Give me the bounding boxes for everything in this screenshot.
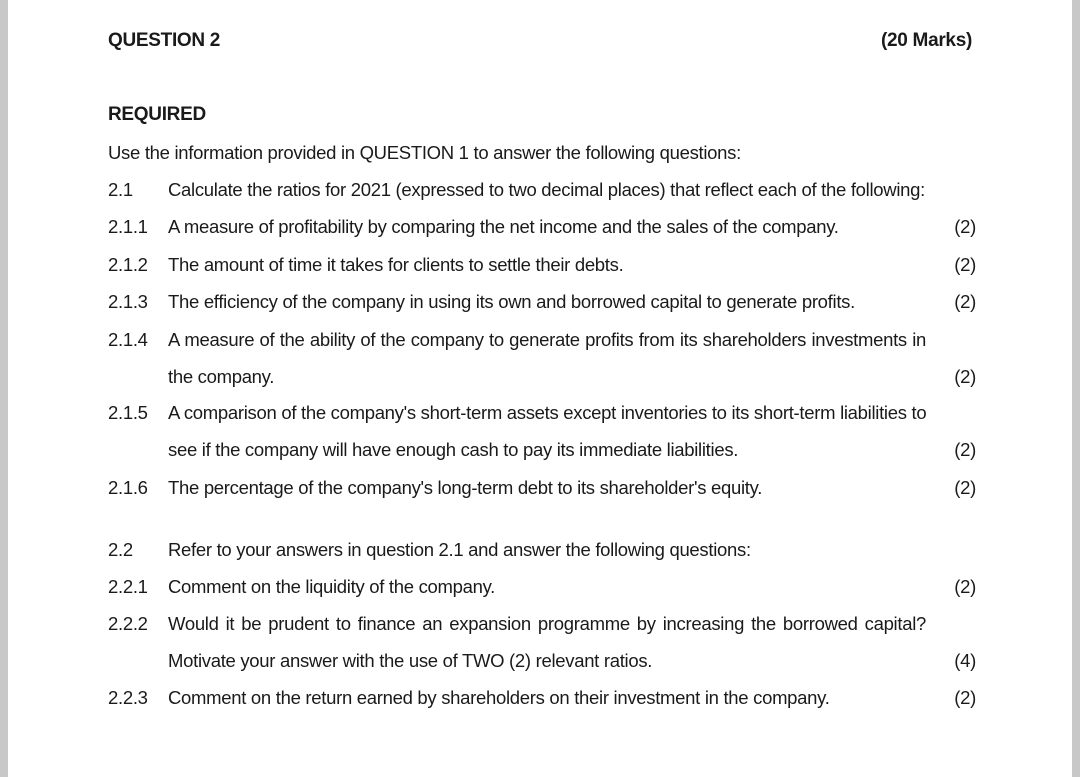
question-number: 2.1.3 xyxy=(108,291,148,312)
question-mark: (2) xyxy=(954,254,976,275)
question-title: QUESTION 2 xyxy=(108,30,221,51)
question-row xyxy=(108,252,988,278)
question-number: 2.1.6 xyxy=(108,477,148,498)
question-text: Would it be prudent to finance an expansion programme by increasing the borrowed capital? xyxy=(168,613,926,634)
question-row-continuation xyxy=(108,648,988,674)
question-text: see if the company will have enough cash to pay its immediate liabilities. xyxy=(168,439,739,460)
question-mark: (4) xyxy=(954,650,976,671)
question-text: A measure of the ability of the company to generate profits from its shareholders investments in xyxy=(168,329,926,350)
question-text: The percentage of the company's long-term debt to its shareholder's equity. xyxy=(168,477,763,498)
question-text: A measure of profitability by comparing the net income and the sales of the company. xyxy=(168,216,839,237)
question-number: 2.1.1 xyxy=(108,216,148,237)
question-row xyxy=(108,685,988,711)
intro-text: Use the information provided in QUESTION 1 to answer the following questions: xyxy=(108,142,741,163)
document-page xyxy=(8,0,1072,777)
question-total-marks: (20 Marks) xyxy=(881,30,972,51)
question-text: Motivate your answer with the use of TWO (2) relevant ratios. xyxy=(168,650,653,671)
question-mark: (2) xyxy=(954,439,976,460)
question-mark: (2) xyxy=(954,366,976,387)
question-number: 2.1.4 xyxy=(108,329,148,350)
question-row xyxy=(108,214,988,240)
question-number: 2.1 xyxy=(108,179,133,200)
question-number: 2.2.2 xyxy=(108,613,148,634)
question-mark: (2) xyxy=(954,687,976,708)
question-row xyxy=(108,537,988,563)
question-row xyxy=(108,289,988,315)
question-number: 2.2.1 xyxy=(108,576,148,597)
question-mark: (2) xyxy=(954,576,976,597)
question-number: 2.1.2 xyxy=(108,254,148,275)
question-text: the company. xyxy=(168,366,275,387)
question-mark: (2) xyxy=(954,291,976,312)
question-text: The amount of time it takes for clients to settle their debts. xyxy=(168,254,624,275)
question-row-continuation xyxy=(108,437,988,463)
question-row xyxy=(108,574,988,600)
question-row xyxy=(108,400,988,426)
question-mark: (2) xyxy=(954,216,976,237)
question-text: Calculate the ratios for 2021 (expressed to two decimal places) that reflect each of the following: xyxy=(168,179,925,200)
question-text: The efficiency of the company in using its own and borrowed capital to generate profits. xyxy=(168,291,855,312)
question-text: Comment on the liquidity of the company. xyxy=(168,576,495,597)
question-mark: (2) xyxy=(954,477,976,498)
question-row xyxy=(108,327,988,353)
question-row xyxy=(108,177,988,203)
question-text: Refer to your answers in question 2.1 and answer the following questions: xyxy=(168,539,751,560)
question-text: Comment on the return earned by shareholders on their investment in the company. xyxy=(168,687,830,708)
question-number: 2.2 xyxy=(108,539,133,560)
question-row-continuation xyxy=(108,364,988,390)
question-number: 2.1.5 xyxy=(108,402,148,423)
question-row xyxy=(108,611,988,637)
required-heading: REQUIRED xyxy=(108,104,206,125)
question-number: 2.2.3 xyxy=(108,687,148,708)
question-row xyxy=(108,475,988,501)
question-text: A comparison of the company's short-term assets except inventories to its short-term liabilities to xyxy=(168,402,927,423)
